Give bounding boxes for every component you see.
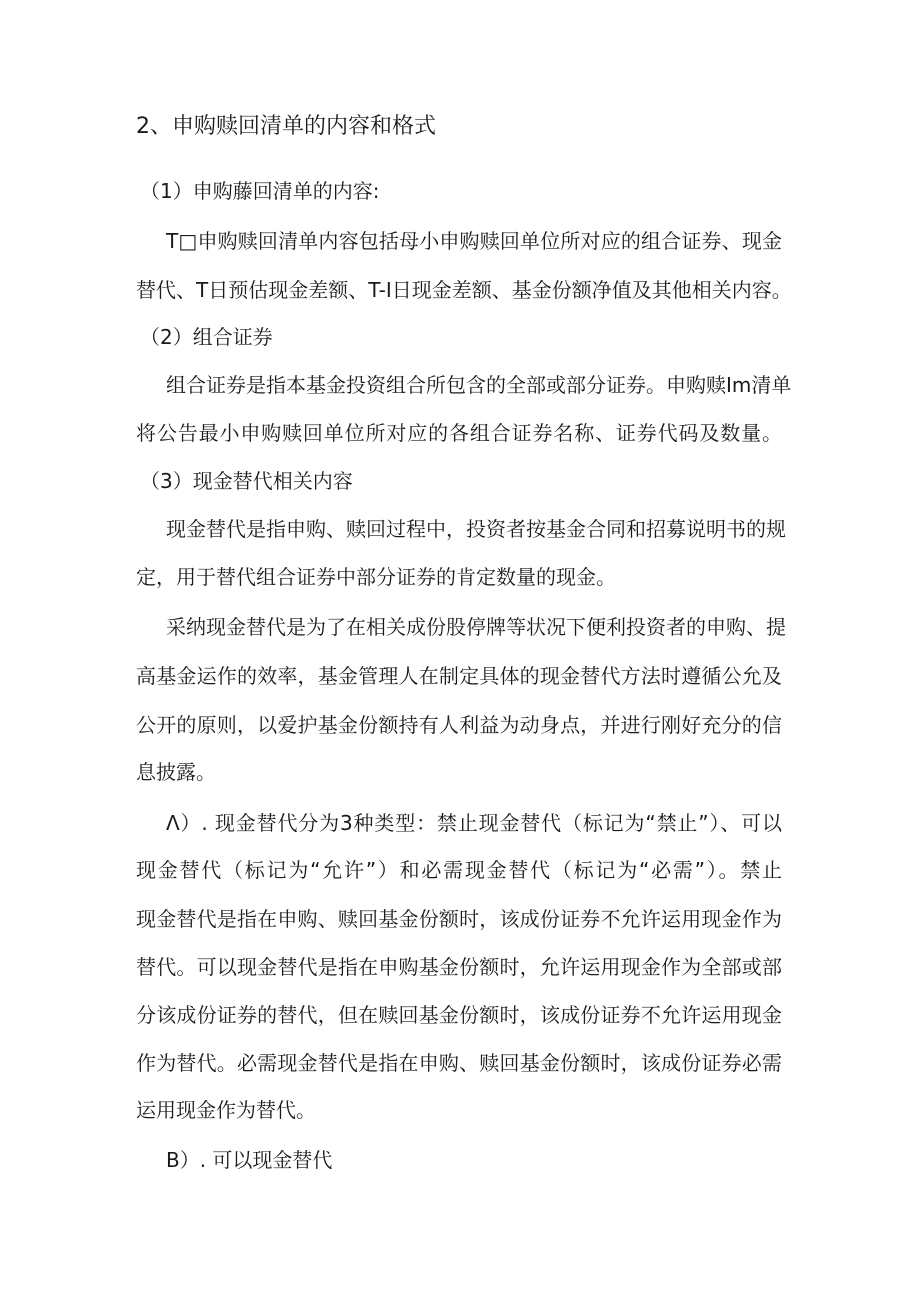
paragraph-line: 替代。可以现金替代是指在申购基金份额时，允许运用现金作为全部或部 [136, 955, 782, 979]
paragraph-line: T□申购赎回清单内容包括母小申购赎回单位所对应的组合证券、现金 [166, 229, 782, 253]
subheading-3: （3）现金替代相关内容 [140, 469, 353, 493]
subheading-1: （1）申购藤回清单的内容: [140, 179, 380, 203]
paragraph-line: 组合证券是指本基金投资组合所包含的全部或部分证券。申购赎Im清单 [166, 373, 792, 397]
paragraph-line: Λ）. 现金替代分为3种类型：禁止现金替代（标记为“禁止”）、可以 [166, 811, 782, 835]
paragraph-line: 公开的原则，以爱护基金份额持有人利益为动身点，并进行刚好充分的信 [136, 713, 782, 737]
paragraph-line: 息披露。 [136, 760, 216, 784]
paragraph-line: 作为替代。必需现金替代是指在申购、赎回基金份额时，该成份证券必需 [136, 1051, 782, 1075]
subheading-2: （2）组合证券 [140, 325, 273, 349]
paragraph-line: 定，用于替代组合证券中部分证券的肯定数量的现金。 [136, 565, 616, 589]
paragraph-line: 运用现金作为替代。 [136, 1098, 316, 1122]
paragraph-line: 分该成份证券的替代，但在赎回基金份额时，该成份证券不允许运用现金 [136, 1003, 782, 1027]
paragraph-line: 现金替代是指申购、赎回过程中，投资者按基金合同和招募说明书的规 [166, 517, 786, 541]
paragraph-line: 将公告最小申购赎回单位所对应的各组合证券名称、证券代码及数量。 [136, 421, 782, 445]
paragraph-line: 替代、T日预估现金差额、T-I日现金差额、基金份额净值及其他相关内容。 [136, 278, 792, 302]
paragraph-line: 现金替代是指在申购、赎回基金份额时，该成份证券不允许运用现金作为 [136, 907, 782, 931]
paragraph-line: 高基金运作的效率，基金管理人在制定具体的现金替代方法时遵循公允及 [136, 664, 782, 688]
paragraph-line: 采纳现金替代是为了在相关成份股停牌等状况下便利投资者的申购、提 [166, 615, 786, 639]
section-heading: 2、申购赎回清单的内容和格式 [136, 114, 436, 139]
paragraph-line: 现金替代（标记为“允许”）和必需现金替代（标记为“必需”）。禁止 [136, 858, 782, 882]
subheading-b: B）. 可以现金替代 [166, 1148, 333, 1172]
